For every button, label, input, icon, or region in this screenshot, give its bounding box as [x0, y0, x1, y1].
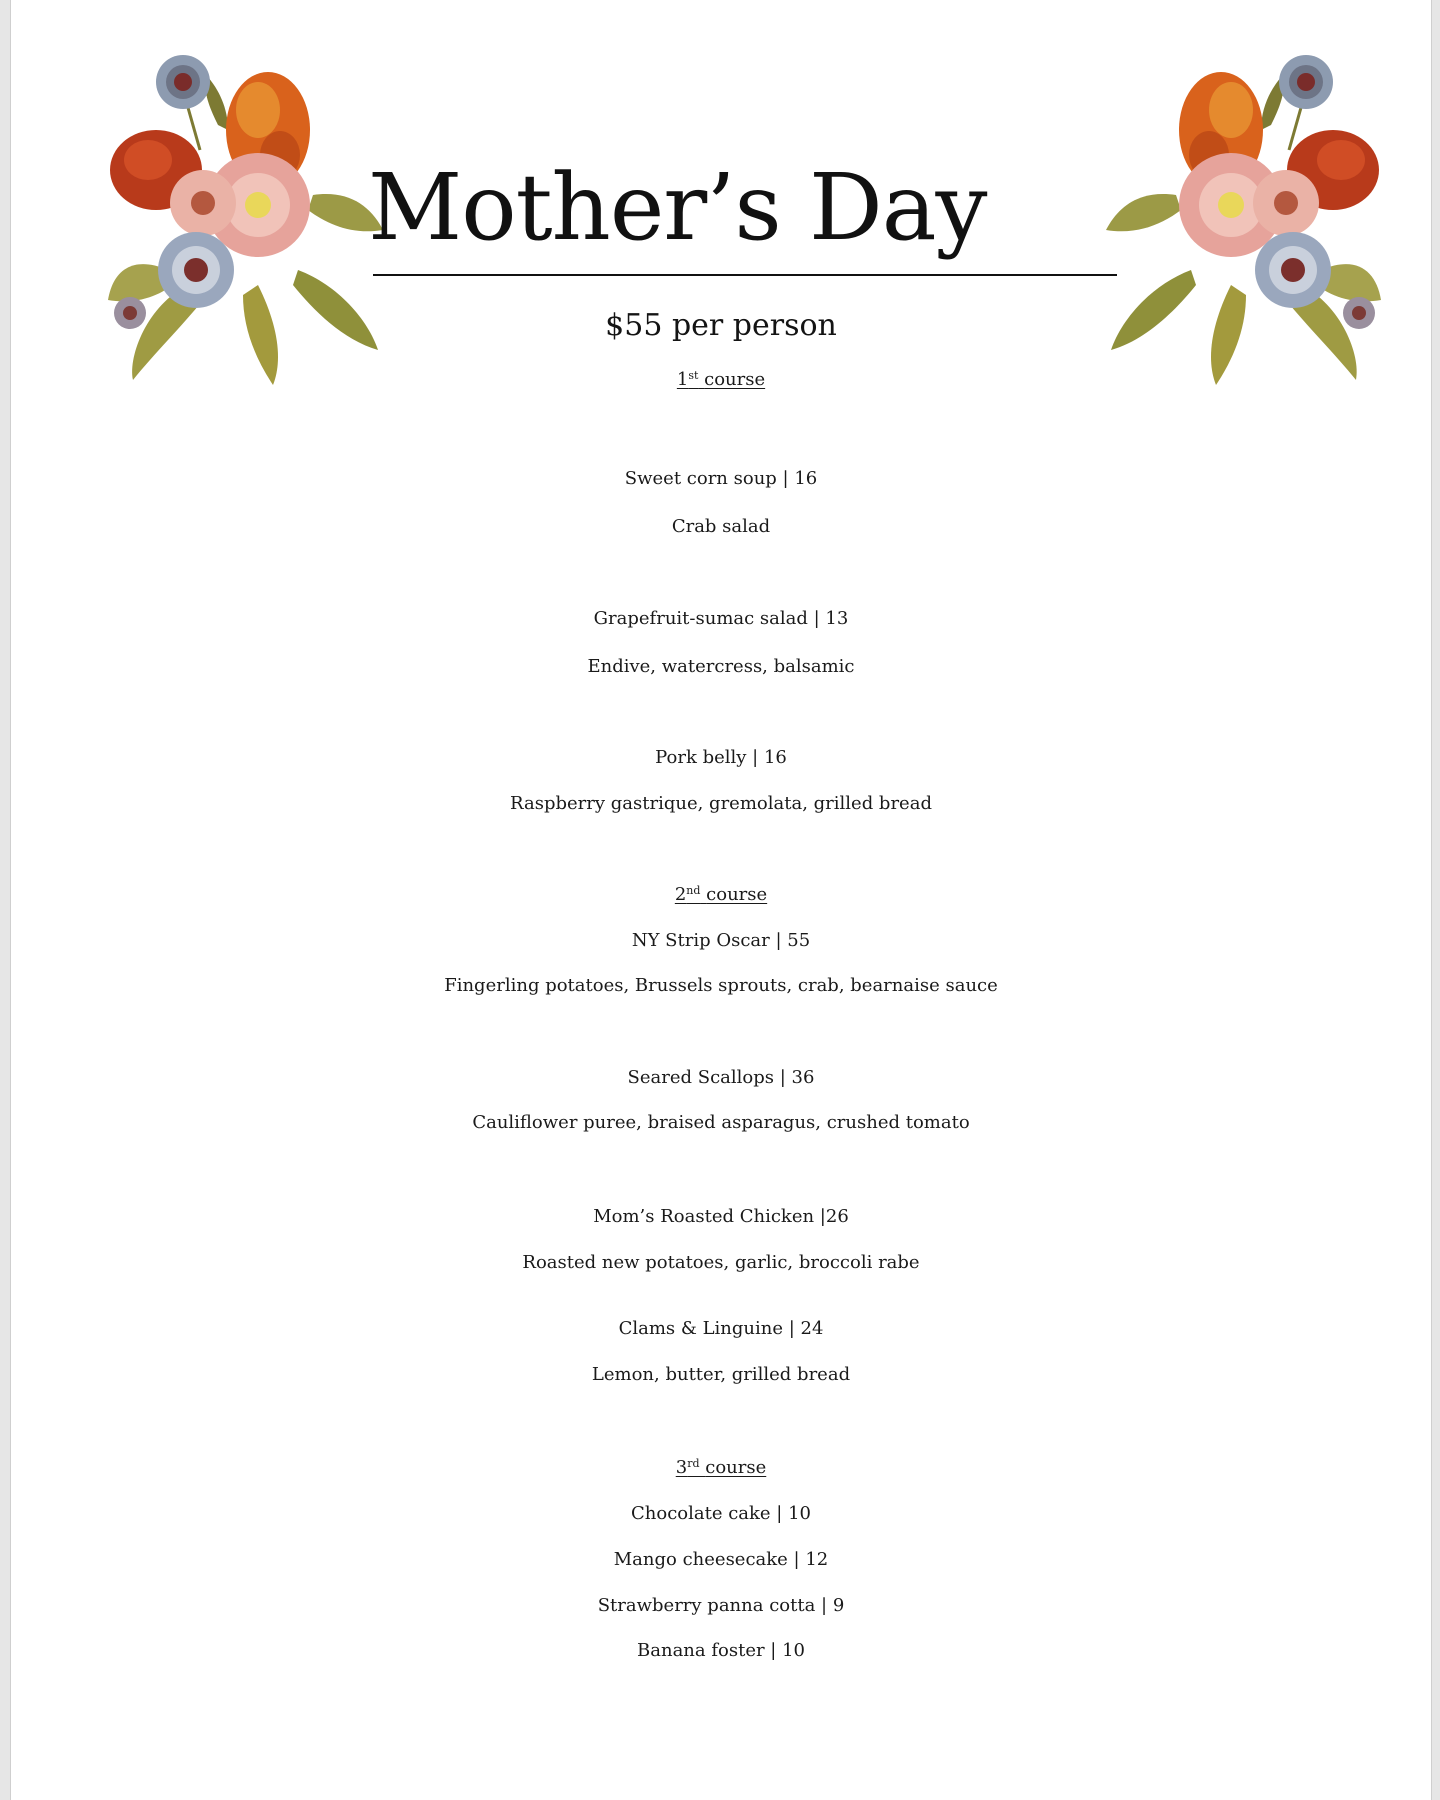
menu-item-description: Roasted new potatoes, garlic, broccoli rabe	[522, 1252, 920, 1273]
menu-item-name: Grapefruit-sumac salad | 13	[593, 608, 849, 629]
title-underline	[373, 274, 1117, 276]
course-heading-label	[677, 369, 765, 390]
menu-item-description: Endive, watercress, balsamic	[587, 656, 855, 677]
dessert-item: Strawberry panna cotta | 9	[597, 1595, 845, 1616]
menu-item-description: Crab salad	[671, 516, 771, 537]
course-label: course	[705, 1457, 767, 1478]
menu-item-name: Mom’s Roasted Chicken |26	[593, 1206, 849, 1227]
menu-item-name: Sweet corn soup | 16	[624, 468, 818, 489]
menu-item-description: Fingerling potatoes, Brussels sprouts, crab, bearnaise sauce	[444, 975, 998, 996]
left-blue-gray-flower	[158, 232, 234, 308]
course-heading-3	[11, 1456, 1431, 1480]
price-per-person: $55 per person	[605, 308, 837, 343]
menu-title: Mother’s Day	[368, 154, 987, 261]
menu-item-description: Lemon, butter, grilled bread	[591, 1364, 851, 1385]
menu-item-name: NY Strip Oscar | 55	[631, 930, 811, 951]
menu-item-name: Clams & Linguine | 24	[618, 1318, 824, 1339]
right-blue-gray-flower	[1255, 232, 1331, 308]
course-ordinal-suffix: nd	[686, 884, 701, 897]
course-label: course	[704, 369, 766, 390]
course-ordinal-suffix: rd	[687, 1457, 700, 1470]
menu-item-description: Raspberry gastrique, gremolata, grilled bread	[510, 793, 932, 814]
dessert-item: Banana foster | 10	[637, 1640, 805, 1661]
course-number: 1	[676, 369, 689, 390]
dessert-item: Mango cheesecake | 12	[613, 1549, 829, 1570]
course-heading-2	[11, 883, 1431, 907]
course-heading-label	[675, 884, 767, 905]
course-heading-label	[676, 1457, 767, 1478]
course-number: 2	[674, 884, 687, 905]
course-ordinal-suffix: st	[688, 369, 699, 382]
course-number: 3	[675, 1457, 688, 1478]
menu-item-name: Seared Scallops | 36	[627, 1067, 815, 1088]
menu-item-description: Cauliflower puree, braised asparagus, crushed tomato	[472, 1112, 970, 1133]
course-heading-1	[11, 368, 1431, 392]
course-label: course	[706, 884, 768, 905]
right-gray-flower-top	[1279, 55, 1333, 109]
menu-item-name: Pork belly | 16	[655, 747, 787, 768]
left-pink-flower-small	[170, 170, 236, 236]
right-pink-flower-small	[1253, 170, 1319, 236]
dessert-item: Chocolate cake | 10	[631, 1503, 811, 1524]
left-gray-flower-top	[156, 55, 210, 109]
menu-page	[10, 0, 1432, 1800]
